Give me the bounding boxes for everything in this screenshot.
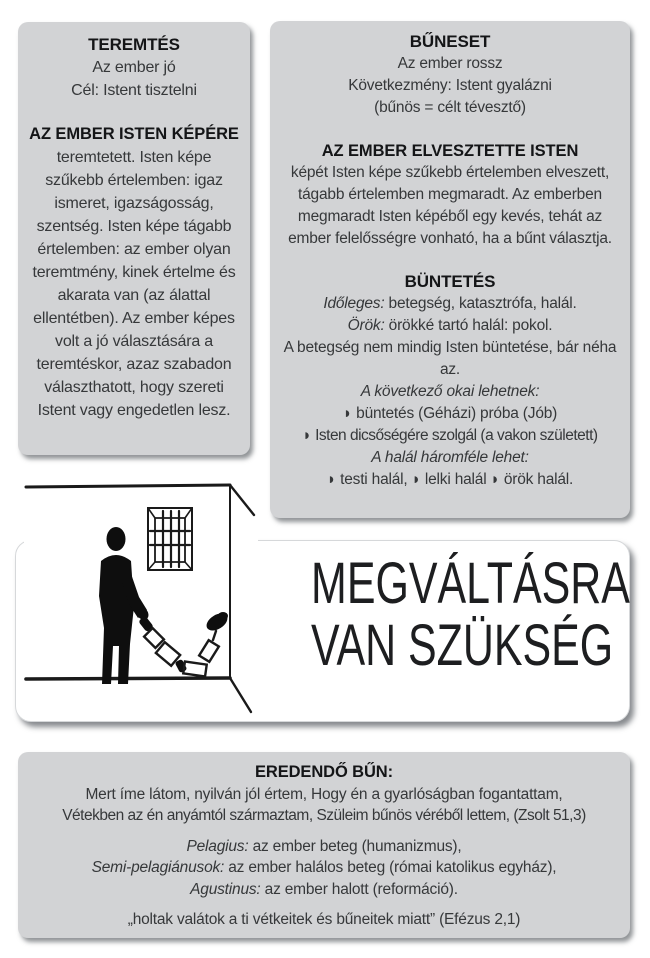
prison-cell-drawing <box>24 478 258 714</box>
redemption-title-line2: VAN SZÜKSÉG <box>311 613 614 678</box>
fall-box <box>270 21 630 518</box>
ephesians-quote: „holtak valátok a ti vétkeitek és bűneitek miatt” (Efézus 2,1) <box>127 911 521 928</box>
view-line <box>32 836 616 858</box>
view-line <box>32 879 616 901</box>
view-rest: az ember halott (reformáció). <box>260 880 458 898</box>
view-lead: Pelagius: <box>186 837 249 855</box>
fall-line: Az ember rossz <box>397 55 503 72</box>
original-sin-box <box>18 752 630 938</box>
psalm-line: Vétekben az én anyámtól származtam, Szüleim bűnös véréből lettem, (Zsolt 51,3) <box>62 807 586 824</box>
prisoner-chain-illustration <box>24 478 258 714</box>
creation-body: teremtetett. Isten képe szűkebb értelemben: igaz ismeret, igazságosság, szentség. Isten képe tágabb értelemben: az ember olyan teremtmény, kinek értelme és akarata van (az álattal ellentétben). Az ember képes volt a jó választására a teremtéskor, azaz szabadon választhatott, hogy szereti Istent vagy engedetlen lesz. <box>32 149 236 419</box>
punishment-bullet-line: ◗ büntetés (Géházi) próba (Jób) <box>342 405 558 422</box>
fall-title: BŰNESET <box>409 32 491 51</box>
punishment-line: A következő okai lehetnek: <box>360 383 540 400</box>
punishment-line <box>282 315 618 337</box>
view-rest: az ember beteg (humanizmus), <box>248 837 462 855</box>
room-outline <box>26 485 254 712</box>
view-lead: Semi-pelagiánusok: <box>91 859 225 876</box>
psalm-line: Mert íme látom, nyilván jól értem, Hogy én a gyarlóságban fogantattam, <box>85 785 563 803</box>
redemption-title-line1: MEGVÁLTÁSRA <box>311 551 630 616</box>
fall-line: (bűnös = célt tévesztő) <box>374 99 526 116</box>
punishment-line <box>282 293 618 315</box>
view-line <box>32 857 616 879</box>
view-lead: Agustinus: <box>190 880 261 898</box>
fall-subtitle: AZ EMBER ELVESZTETTE ISTEN <box>321 142 579 160</box>
original-sin-title: EREDENDŐ BŰN: <box>254 763 394 781</box>
punishment-rest: betegség, katasztrófa, halál. <box>384 295 577 312</box>
creation-line: Cél: Istent tisztelni <box>71 82 197 99</box>
fall-line: Következmény: Istent gyalázni <box>348 77 552 94</box>
creation-title: TEREMTÉS <box>88 35 180 54</box>
punishment-bullet-line: ◗ testi halál, ◗ lelki halál ◗ örök halál. <box>326 471 574 488</box>
creation-subtitle: AZ EMBER ISTEN KÉPÉRE <box>29 125 239 143</box>
barred-window-icon <box>148 508 192 570</box>
creation-line: Az ember jó <box>92 59 176 76</box>
prisoner-silhouette <box>99 527 151 684</box>
punishment-title: BÜNTETÉS <box>404 272 496 291</box>
punishment-line: A betegség nem mindig Isten büntetése, bár néha az. <box>283 339 617 378</box>
punishment-lead: Időleges: <box>323 295 385 312</box>
punishment-line: A halál háromféle lehet: <box>371 449 529 466</box>
punishment-rest: örökké tartó halál: pokol. <box>384 317 553 334</box>
view-rest: az ember halálos beteg (római katolikus egyház), <box>224 859 557 876</box>
fall-body: képét Isten képe szűkebb értelemben elveszett, tágabb értelemben megmaradt. Az emberben megmaradt Isten képéből egy kevés, tehát az ember felelősségre vonható, ha a bűnt választja. <box>288 164 612 247</box>
creation-box <box>18 22 250 455</box>
punishment-bullet-line: ◗ Isten dicsőségére szolgál (a vakon született) <box>302 427 598 444</box>
punishment-lead: Örök: <box>347 317 385 334</box>
redemption-title <box>311 551 630 678</box>
